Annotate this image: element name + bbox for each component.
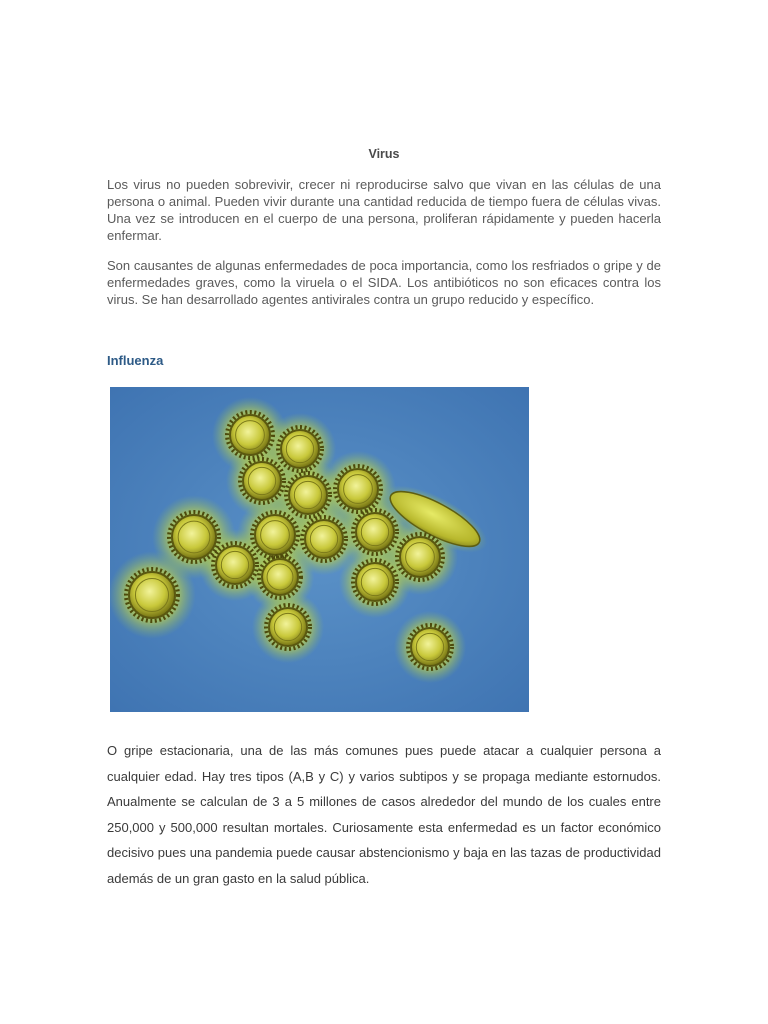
section-heading-influenza: Influenza <box>107 353 164 368</box>
page-title: Virus <box>368 147 400 161</box>
diseases-paragraph: Son causantes de algunas enfermedades de poca importancia, como los resfriados o gripe y de enfermedades graves, como la viruela o el SIDA. Los antibióticos no son eficaces contra los virus. Se han desarrollado agentes antivirales contra un grupo reducido y específico. <box>107 258 661 307</box>
influenza-paragraph: O gripe estacionaria, una de las más comunes pues puede atacar a cualquier persona a cualquier edad. Hay tres tipos (A,B y C) y varios subtipos y se propaga mediante estornudos. Anualmente se calculan de 3 a 5 millones de casos alrededor del mundo de los cuales entre 250,000 y 500,000 resultan mortales. Curiosamente esta enfermedad es un factor económico decisivo pues una pandemia puede causar abstencionismo y baja en las tazas de productividad además de un gran gasto en la salud pública. <box>107 743 661 886</box>
intro-paragraph: Los virus no pueden sobrevivir, crecer ni reproducirse salvo que vivan en las células de una persona o animal. Pueden vivir durante una cantidad reducida de tiempo fuera de células vivas. Una vez se introducen en el cuerpo de una persona, proliferan rápidamente y pueden hacerla enfermar. <box>107 177 661 243</box>
influenza-virus-micrograph <box>110 387 529 712</box>
